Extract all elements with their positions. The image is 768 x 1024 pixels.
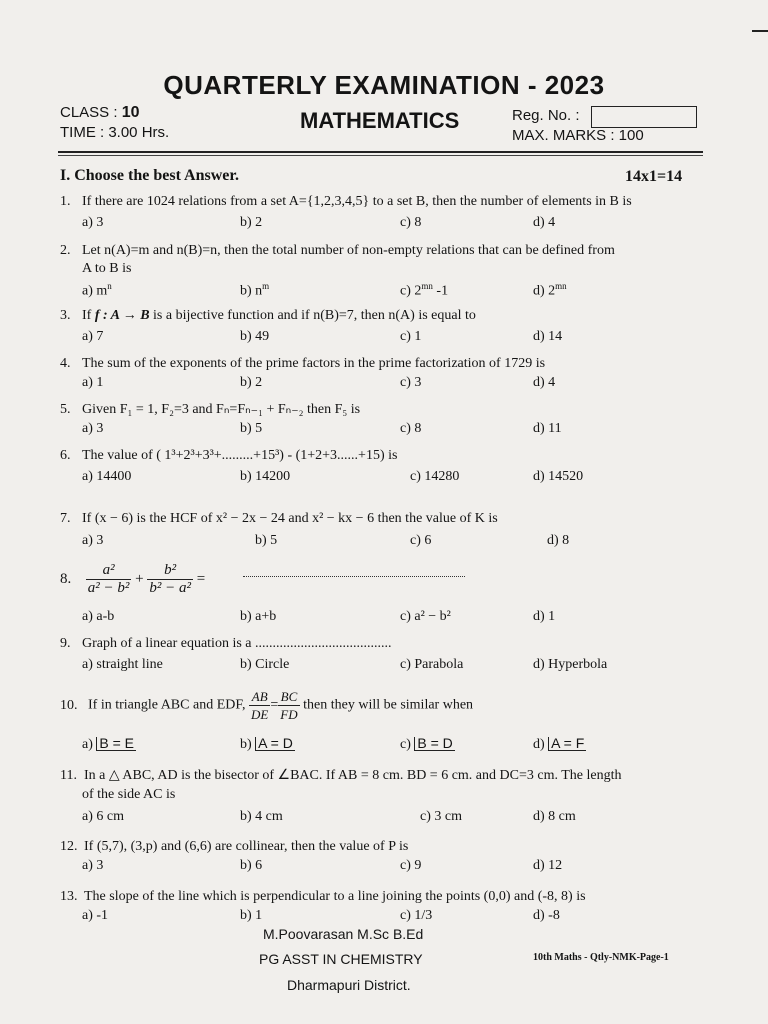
q12-option-d[interactable]: d) 12 [533,858,563,873]
q8-option-a[interactable]: a) a-b [82,609,115,624]
q7-option-b[interactable]: b) 5 [255,533,278,548]
q3-option-b[interactable]: b) 49 [240,329,270,344]
q8-option-b[interactable]: b) a+b [240,609,277,624]
section-marks: 14x1=14 [625,168,683,185]
question-13: 13. The slope of the line which is perpendicular to a line joining the points (0,0) and (-8, 8) is [60,889,586,904]
q12-option-c[interactable]: c) 9 [400,858,422,873]
q7-option-d[interactable]: d) 8 [547,533,570,548]
q4-option-c[interactable]: c) 3 [400,375,422,390]
q10-option-b[interactable]: b) A = D [240,735,293,752]
q5-option-a[interactable]: a) 3 [82,421,104,436]
q10-option-a[interactable]: a) B = E [82,735,135,752]
q10-option-c[interactable]: c) B = D [400,735,453,752]
question-11: 11. In a △ ABC, AD is the bisector of ∠BAC. If AB = 8 cm. BD = 6 cm. and DC=3 cm. The length [60,768,622,783]
edge-mark [752,30,768,32]
q12-option-b[interactable]: b) 6 [240,858,263,873]
q9-option-a[interactable]: a) straight line [82,657,163,672]
reg-no-label: Reg. No. : [512,107,580,124]
angle-symbol: B = E [96,737,136,751]
q10-fraction-1: $\frac{AB}{DE}$ [251,689,269,722]
question-4: 4. The sum of the exponents of the prime factors in the prime factorization of 1729 is [60,356,546,371]
q9-option-b[interactable]: b) Circle [240,657,290,672]
q7-option-c[interactable]: c) 6 [410,533,432,548]
q8-fraction-1: $\frac{\text{a²}}{\text{a² − b²}}$ [87,562,130,596]
q11-option-c[interactable]: c) 3 cm [420,809,462,824]
q13-option-b[interactable]: b) 1 [240,908,263,923]
reg-no-box[interactable] [591,106,697,128]
q7-option-a[interactable]: a) 3 [82,533,104,548]
q6-option-a[interactable]: a) 14400 [82,469,132,484]
page-reference: 10th Maths - Qtly-NMK-Page-1 [533,952,669,963]
q2-option-c[interactable]: c) $2^{mn}$ -1 [400,281,449,299]
q2-option-b[interactable]: b) $n^m$ [240,281,270,299]
footer-designation: PG ASST IN CHEMISTRY [259,951,423,967]
q5-option-c[interactable]: c) 8 [400,421,422,436]
q3-option-c[interactable]: c) 1 [400,329,422,344]
angle-symbol: A = F [548,737,586,751]
q5-option-b[interactable]: b) 5 [240,421,263,436]
footer-district: Dharmapuri District. [287,977,411,993]
q11-option-d[interactable]: d) 8 cm [533,809,576,824]
question-9: 9. Graph of a linear equation is a ....................................... [60,636,392,651]
class-value: 10 [121,104,140,121]
question-1: 1. If there are 1024 relations from a set A={1,2,3,4,5} to a set B, then the number of elements in B is [60,194,632,209]
question-2-cont: A to B is [82,261,132,276]
q8-fraction-2: $\frac{\text{b²}}{\text{b² − a²}}$ [149,562,191,596]
q9-option-d[interactable]: d) Hyperbola [533,657,608,672]
q13-option-c[interactable]: c) 1/3 [400,908,433,923]
q11-option-b[interactable]: b) 4 cm [240,809,283,824]
q8-option-d[interactable]: d) 1 [533,609,556,624]
q9-option-c[interactable]: c) Parabola [400,657,464,672]
question-12: 12. If (5,7), (3,p) and (6,6) are collinear, then the value of P is [60,839,409,854]
angle-symbol: A = D [255,737,295,751]
max-marks: MAX. MARKS : 100 [512,127,644,144]
time-label: TIME : 3.00 Hrs. [60,124,170,141]
header-rule-thin [58,155,703,156]
question-2: 2. Let n(A)=m and n(B)=n, then the total number of non-empty relations that can be defined from [60,243,615,258]
question-11-cont: of the side AC is [82,787,176,802]
q10-fraction-2: $\frac{BC}{FD}$ [280,689,298,722]
q13-option-d[interactable]: d) -8 [533,908,560,923]
q8-answer-blank [243,576,465,577]
footer-author: M.Poovarasan M.Sc B.Ed [263,926,424,942]
q1-option-a[interactable]: a) 3 [82,215,104,230]
q5-option-d[interactable]: d) 11 [533,421,562,436]
angle-symbol: B = D [414,737,454,751]
q6-option-d[interactable]: d) 14520 [533,469,584,484]
question-6: 6. The value of ( 1³+2³+3³+.........+15³) - (1+2+3......+15) is [60,448,398,463]
q4-option-a[interactable]: a) 1 [82,375,104,390]
q1-option-d[interactable]: d) 4 [533,215,556,230]
q6-option-c[interactable]: c) 14280 [410,469,460,484]
exam-title: QUARTERLY EXAMINATION - 2023 [163,70,605,100]
subject-title: MATHEMATICS [300,108,460,133]
question-8: 8. $\frac{\text{a²}}{\text{a² − b²}}$ + $\frac{\text{b²}}{\text{b² − a²}}$ = [60,562,206,596]
header-rule [58,151,703,153]
question-5: 5. Given F₁ = 1, F₂=3 and Fₙ=Fₙ₋₁ + Fₙ₋₂ then F₅ is [60,402,361,417]
q3-option-a[interactable]: a) 7 [82,329,104,344]
q6-option-b[interactable]: b) 14200 [240,469,291,484]
q4-option-d[interactable]: d) 4 [533,375,556,390]
q3-option-d[interactable]: d) 14 [533,329,563,344]
section-title: I. Choose the best Answer. [60,167,239,184]
q11-option-a[interactable]: a) 6 cm [82,809,124,824]
question-3: 3. If f : A → B is a bijective function and if n(B)=7, then n(A) is equal to [60,308,476,323]
q10-option-d[interactable]: d) A = F [533,735,585,752]
q12-option-a[interactable]: a) 3 [82,858,104,873]
class-label: CLASS : 10 [60,104,140,121]
q8-option-c[interactable]: c) a² − b² [400,609,451,624]
question-7: 7. If (x − 6) is the HCF of x² − 2x − 24 and x² − kx − 6 then the value of K is [60,511,498,526]
question-10: 10. If in triangle ABC and EDF, $\frac{AB}{DE}$ = $\frac{BC}{FD}$ then they will be similar when [60,689,474,722]
q2-option-d[interactable]: d) $2^{mn}$ [533,281,567,299]
q4-option-b[interactable]: b) 2 [240,375,263,390]
q1-option-b[interactable]: b) 2 [240,215,263,230]
q2-option-a[interactable]: a) $m^n$ [82,281,112,299]
q1-option-c[interactable]: c) 8 [400,215,422,230]
q13-option-a[interactable]: a) -1 [82,908,109,923]
